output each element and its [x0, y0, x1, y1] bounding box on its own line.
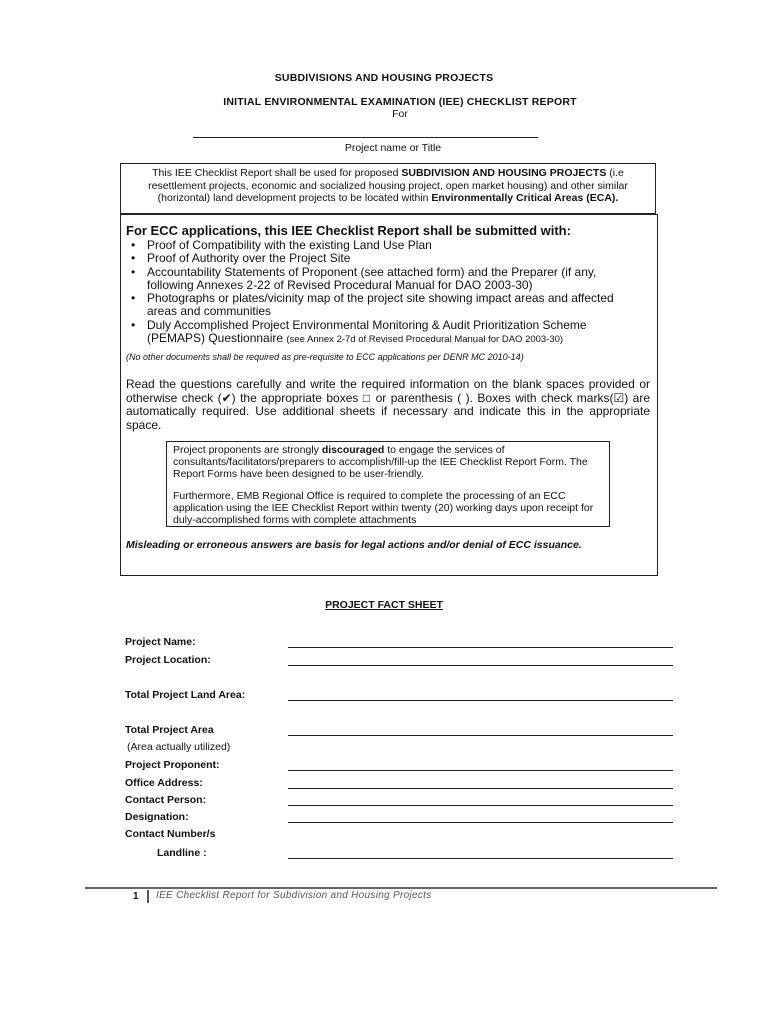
- designation-label: Designation:: [125, 811, 189, 823]
- project-location-label: Project Location:: [125, 654, 211, 666]
- total-land-area-field[interactable]: [288, 700, 673, 701]
- project-name-label: Project Name:: [125, 636, 196, 648]
- list-item: • Duly Accomplished Project Environmental Monitoring & Audit Prioritization Scheme (PEMAPS) Questionnaire (see Annex 2-7d of Revised Procedural Manual for DAO 2003-30): [131, 317, 587, 346]
- for-label: For: [392, 108, 408, 120]
- advisory-paragraph-1: Project proponents are strongly discouraged to engage the services of consultants/facilitators/preparers to accomplish/fill-up the IEE Checklist Report Form. The Report Forms have been designed to be user-friendly.: [173, 444, 588, 480]
- contact-person-field[interactable]: [288, 805, 673, 806]
- list-item: • Proof of Authority over the Project Site: [131, 251, 351, 266]
- instructions-paragraph: Read the questions carefully and write the required information on the blank spaces provided or otherwise check (✔) the appropriate boxes □ or parenthesis ( ). Boxes with check marks(☑) are automatically required. Use additional sheets if necessary and indicate this in the appropriate space.: [126, 377, 650, 432]
- bullet-icon: •: [131, 238, 136, 252]
- total-project-area-label: Total Project Area: [125, 724, 214, 736]
- usage-notice-text-1: This IEE Checklist Report shall be used for proposed: [152, 167, 402, 179]
- requirements-note: (No other documents shall be required as pre-requisite to ECC applications per DENR MC 2010-14): [126, 352, 524, 362]
- total-land-area-label: Total Project Land Area:: [125, 689, 246, 701]
- list-item: • Photographs or plates/vicinity map of the project site showing impact areas and affected areas and communities: [131, 291, 614, 319]
- project-title-line[interactable]: [193, 137, 538, 138]
- list-item: • Accountability Statements of Proponent (see attached form) and the Preparer (if any, following Annexes 2-22 of Revised Procedural Manual for DAO 2003-30): [131, 264, 597, 292]
- project-proponent-label: Project Proponent:: [125, 759, 220, 771]
- contact-person-label: Contact Person:: [125, 794, 207, 806]
- project-name-caption: Project name or Title: [344, 142, 442, 154]
- fact-sheet-title: PROJECT FACT SHEET: [325, 599, 443, 611]
- landline-label: Landline :: [157, 847, 207, 859]
- bullet-icon: •: [131, 251, 136, 266]
- project-proponent-field[interactable]: [288, 770, 673, 771]
- advisory-box: [166, 441, 610, 527]
- landline-field[interactable]: [288, 858, 673, 859]
- page-number: 1: [133, 891, 139, 902]
- bullet-icon: •: [131, 264, 136, 279]
- requirements-list: [126, 239, 646, 346]
- footer-separator: [147, 890, 149, 903]
- footer-divider: [85, 887, 717, 889]
- document-title: SUBDIVISIONS AND HOUSING PROJECTS: [274, 72, 494, 84]
- bullet-icon: •: [131, 291, 136, 306]
- usage-notice-text-2: (i.e resettlement projects, economic and socialized housing project, open market housing) and other similar (horizontal) land development projects to be located within: [148, 167, 628, 204]
- usage-notice-box: [120, 163, 656, 214]
- office-address-field[interactable]: [288, 788, 673, 789]
- project-location-field[interactable]: [288, 665, 673, 666]
- document-subtitle: INITIAL ENVIRONMENTAL EXAMINATION (IEE) CHECKLIST REPORT: [223, 96, 577, 108]
- project-name-field[interactable]: [288, 647, 673, 648]
- advisory-paragraph-2: Furthermore, EMB Regional Office is required to complete the processing of an ECC application using the IEE Checklist Report within twenty (20) working days upon receipt for duly-accomplished forms with complete attachments: [173, 490, 594, 526]
- legal-warning: Misleading or erroneous answers are basis for legal actions and/or denial of ECC issuance.: [126, 539, 582, 551]
- total-project-area-field[interactable]: [288, 735, 673, 736]
- bullet-icon: •: [131, 317, 136, 332]
- list-item: • Proof of Compatibility with the existing Land Use Plan: [131, 238, 432, 252]
- usage-notice-bold-2: Environmentally Critical Areas (ECA).: [431, 192, 619, 204]
- contact-numbers-label: Contact Number/s: [125, 828, 216, 840]
- office-address-label: Office Address:: [125, 777, 203, 789]
- designation-field[interactable]: [288, 822, 673, 823]
- footer-text: IEE Checklist Report for Subdivision and Housing Projects: [156, 890, 432, 901]
- area-note: (Area actually utilized): [127, 741, 231, 753]
- usage-notice-bold-1: SUBDIVISION AND HOUSING PROJECTS: [401, 167, 607, 179]
- ecc-requirements-heading: For ECC applications, this IEE Checklist Report shall be submitted with:: [126, 223, 571, 238]
